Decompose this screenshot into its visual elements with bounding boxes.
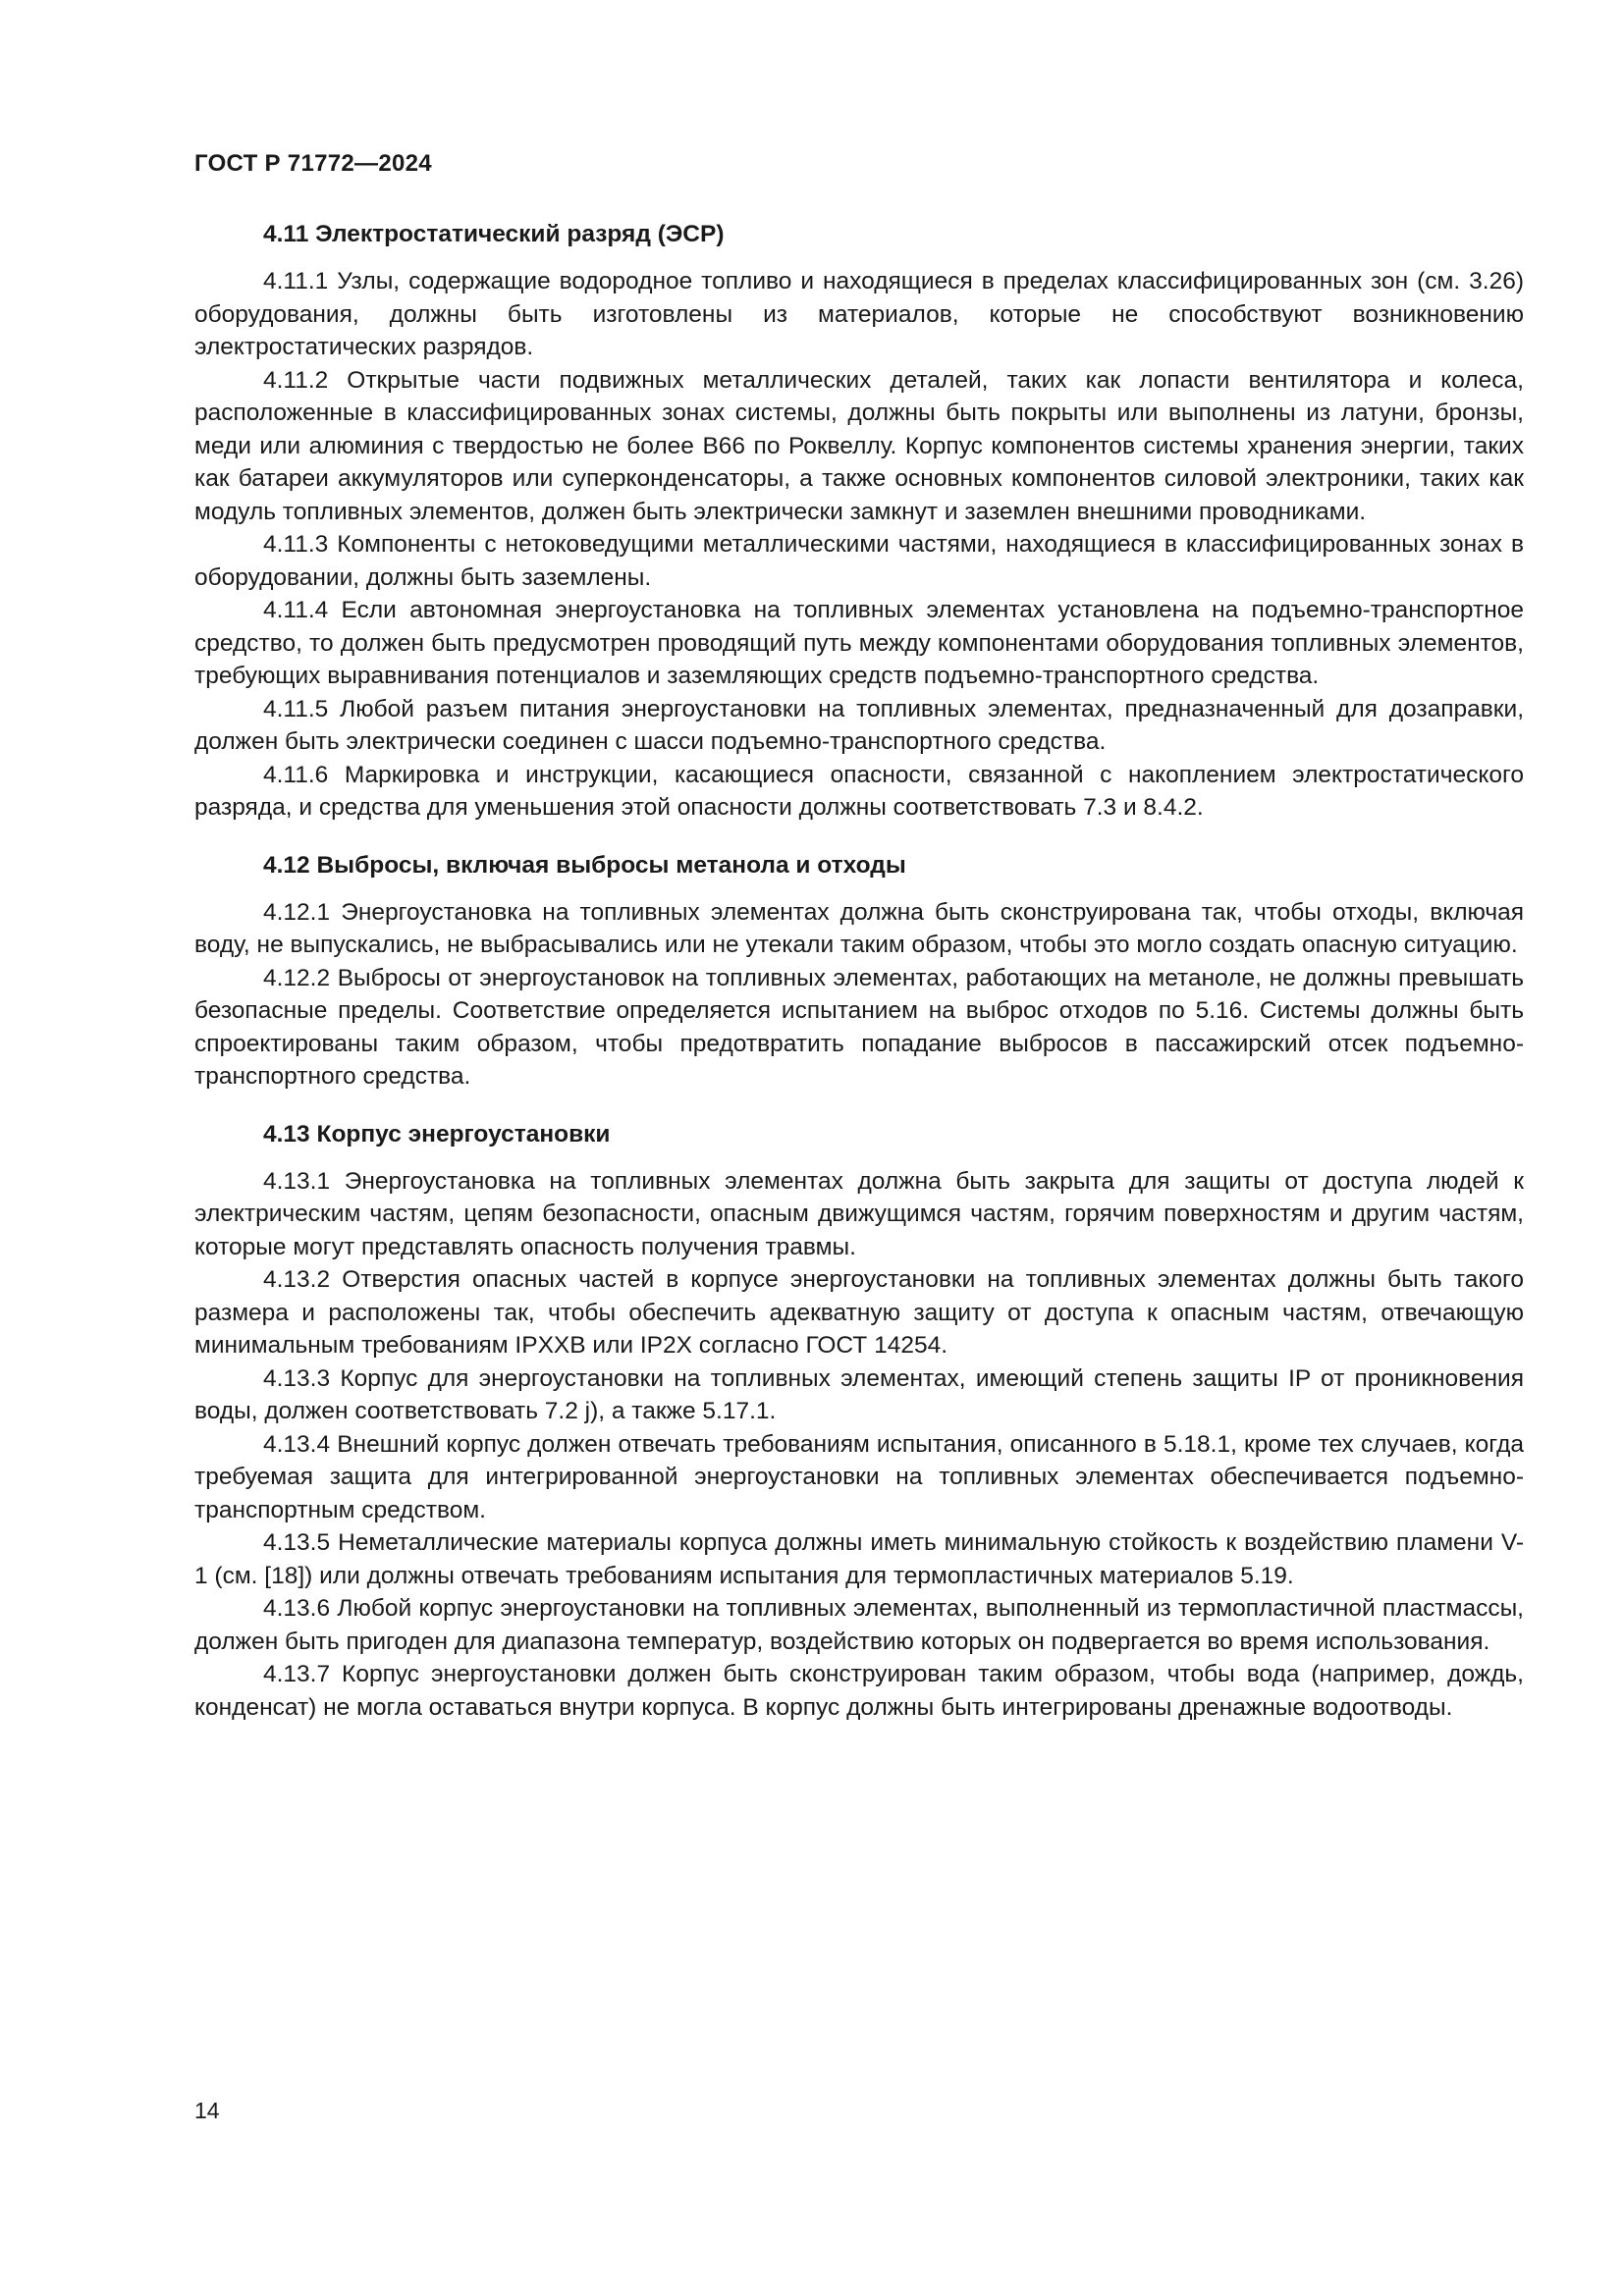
paragraph-4-13-1: 4.13.1 Энергоустановка на топливных элементах должна быть закрыта для защиты от доступа людей к электрическим частям, цепям безопасности, опасным движущимся частям, горячим поверхностям и другим частям, которые могут представлять опасность получения травмы.	[194, 1167, 1524, 1260]
paragraph-4-11-5: 4.11.5 Любой разъем питания энергоустановки на топливных элементах, предназначенный для дозаправки, должен быть электрически соединен с шасси подъемно-транспортного средства.	[194, 695, 1524, 755]
paragraph-4-12-1: 4.12.1 Энергоустановка на топливных элементах должна быть сконструирована так, чтобы отходы, включая воду, не выпускались, не выбрасывались или не утекали таким образом, чтобы это могло создать опасную ситуацию.	[194, 898, 1524, 958]
section-title: 4.12 Выбросы, включая выбросы метанола и отходы	[263, 851, 906, 879]
paragraph-4-12-2: 4.12.2 Выбросы от энергоустановок на топливных элементах, работающих на метаноле, не должны превышать безопасные пределы. Соответствие определяется испытанием на выброс отходов по 5.16. Системы должны быть спроектированы таким образом, чтобы предотвратить попадание выбросов в пассажирский отсек подъемно-транспортного средства.	[194, 964, 1524, 1090]
paragraph-4-13-7: 4.13.7 Корпус энергоустановки должен быть сконструирован таким образом, чтобы вода (например, дождь, конденсат) не могла оставаться внутри корпуса. В корпус должны быть интегрированы дренажные водоотводы.	[194, 1661, 1524, 1721]
paragraph-4-13-3: 4.13.3 Корпус для энергоустановки на топливных элементах, имеющий степень защиты IP от проникновения воды, должен соответствовать 7.2 j), а также 5.17.1.	[194, 1364, 1524, 1424]
paragraph-4-11-6: 4.11.6 Маркировка и инструкции, касающиеся опасности, связанной с накоплением электростатического разряда, и средства для уменьшения этой опасности должны соответствовать 7.3 и 8.4.2.	[194, 761, 1524, 821]
paragraph-4-13-2: 4.13.2 Отверстия опасных частей в корпусе энергоустановки на топливных элементах должны быть такого размера и расположены так, чтобы обеспечить адекватную защиту от доступа к опасным частям, отвечающую минимальным требованиям IPXXB или IP2X согласно ГОСТ 14254.	[194, 1266, 1524, 1359]
paragraph-4-13-6: 4.13.6 Любой корпус энергоустановки на топливных элементах, выполненный из термопластичной пластмассы, должен быть пригоден для диапазона температур, воздействию которых он подвергается во время использования.	[194, 1595, 1524, 1655]
section-4-13	[194, 1118, 1524, 1725]
paragraph-4-13-5: 4.13.5 Неметаллические материалы корпуса должны иметь минимальную стойкость к воздействию пламени V-1 (см. [18]) или должны отвечать требованиям испытания для термопластичных материалов 5.19.	[194, 1529, 1524, 1589]
paragraph-4-11-1: 4.11.1 Узлы, содержащие водородное топливо и находящиеся в пределах классифицированных зон (см. 3.26) оборудования, должны быть изготовлены из материалов, которые не способствуют возникновению электростатических разрядов.	[194, 268, 1524, 360]
section-title: 4.11 Электростатический разряд (ЭСР)	[263, 221, 725, 247]
paragraph-4-11-2: 4.11.2 Открытые части подвижных металлических деталей, таких как лопасти вентилятора и колеса, расположенные в классифицированных зонах системы, должны быть покрыты или выполнены из латуни, бронзы, меди или алюминия с твердостью не более В66 по Роквеллу. Корпус компонентов системы хранения энергии, таких как батареи аккумуляторов или суперконденсаторы, а также основных компонентов силовой электроники, таких как модуль топливных элементов, должен быть электрически замкнут и заземлен внешними проводниками.	[194, 366, 1524, 525]
paragraph-4-11-3: 4.11.3 Компоненты с нетоковедущими металлическими частями, находящиеся в классифицированных зонах в оборудовании, должны быть заземлены.	[194, 531, 1524, 591]
document-body	[194, 218, 1524, 1748]
document-code: ГОСТ Р 71772—2024	[194, 150, 432, 177]
section-4-11	[194, 218, 1524, 825]
section-4-12	[194, 849, 1524, 1094]
page-number: 14	[194, 2098, 220, 2123]
section-title: 4.13 Корпус энергоустановки	[263, 1120, 611, 1148]
paragraph-4-13-4: 4.13.4 Внешний корпус должен отвечать требованиям испытания, описанного в 5.18.1, кроме тех случаев, когда требуемая защита для интегрированной энергоустановки на топливных элементах обеспечивается подъемно-транспортным средством.	[194, 1430, 1524, 1523]
paragraph-4-11-4: 4.11.4 Если автономная энергоустановка на топливных элементах установлена на подъемно-транспортное средство, то должен быть предусмотрен проводящий путь между компонентами оборудования топливных элементов, требующих выравнивания потенциалов и заземляющих средств подъемно-транспортного средства.	[194, 597, 1524, 689]
